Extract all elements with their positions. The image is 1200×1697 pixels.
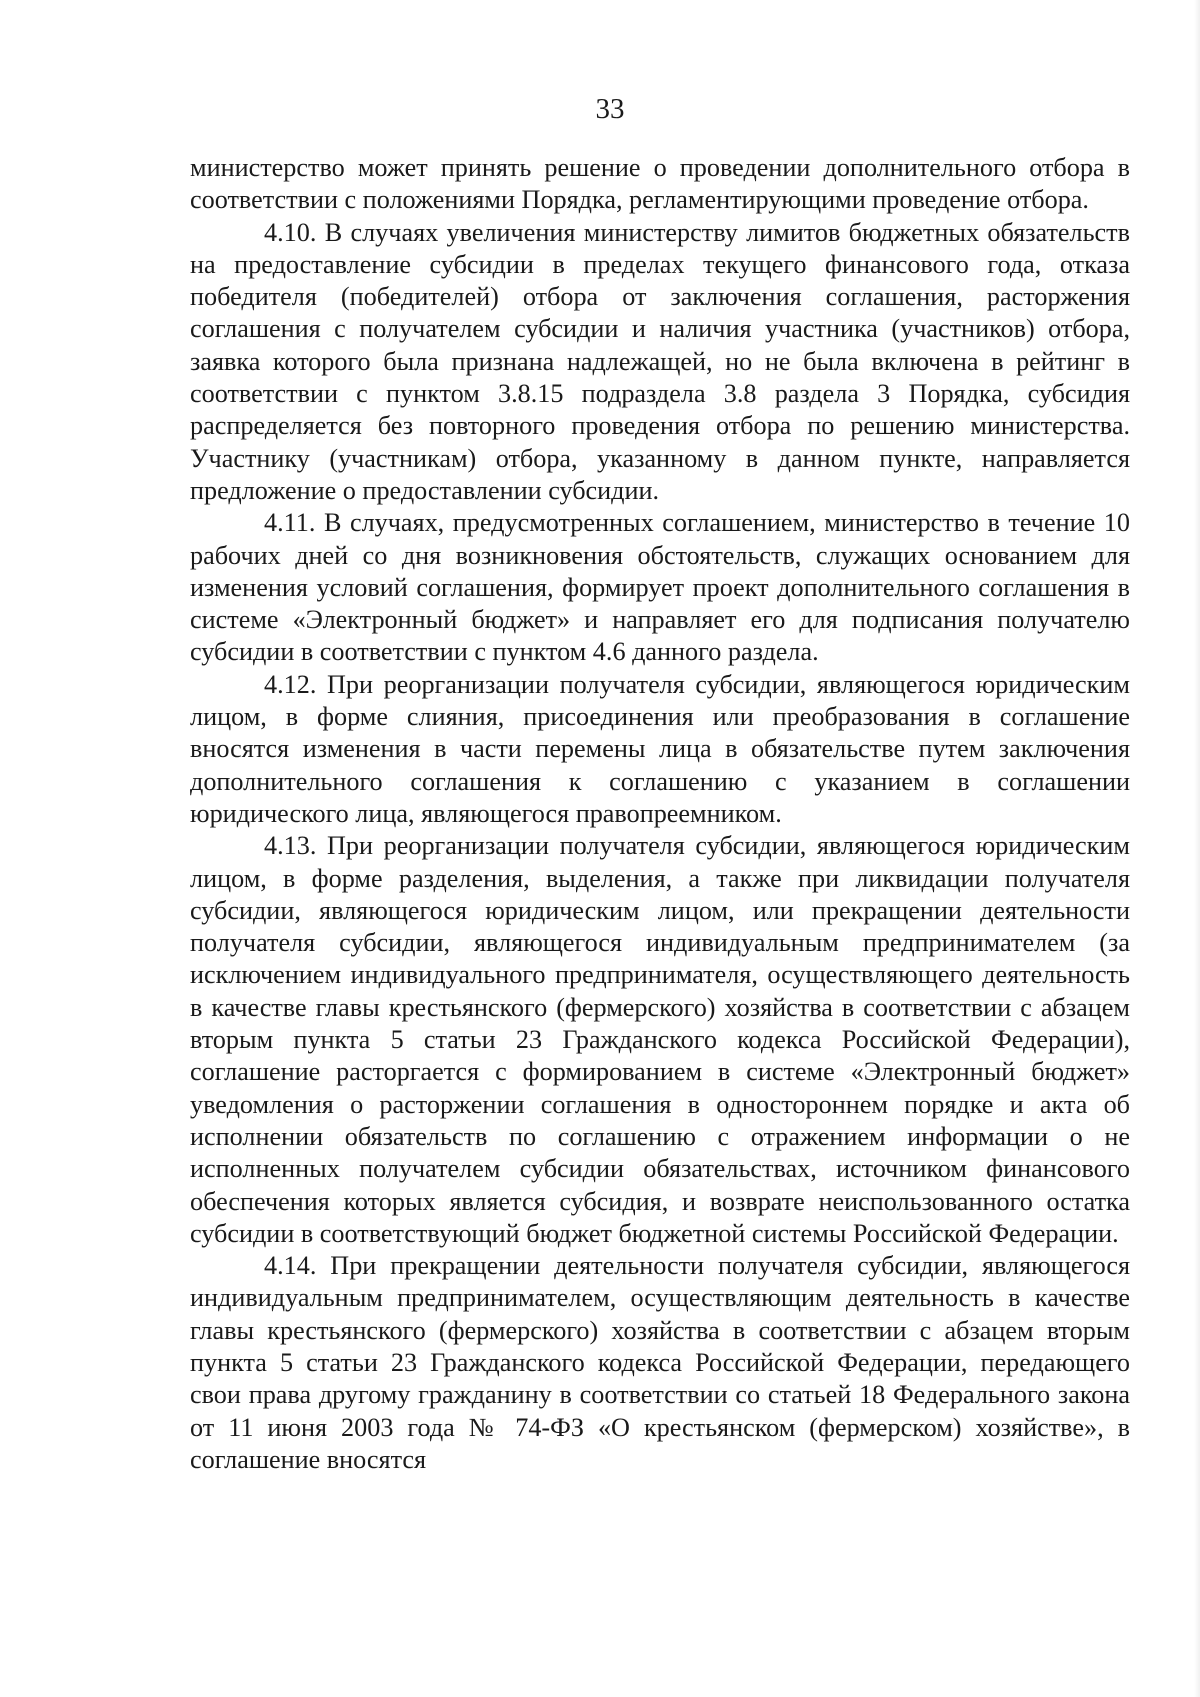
page-number: 33 — [595, 93, 625, 125]
paragraph-4-13: 4.13. При реорганизации получателя субсидии, являющегося юридическим лицом, в форме разделения, выделения, а также при ликвидации получателя субсидии, являющегося юридическим лицом, или прекращении деятельности получателя субсидии, являющегося индивидуальным предпринимателем (за исключением индивидуального предпринимателя, осуществляющего деятельность в качестве главы крестьянского (фермерского) хозяйства в соответствии с абзацем вторым пункта 5 статьи 23 Гражданского кодекса Российской Федерации), соглашение расторгается с формированием в системе «Электронный бюджет» уведомления о расторжении соглашения в одностороннем порядке и акта об исполнении обязательств по соглашению с отражением информации о не исполненных получателем субсидии обязательствах, источником финансового обеспечения которых является субсидия, и возврате неиспользованного остатка субсидии в соответствующий бюджет бюджетной системы Российской Федерации. — [190, 831, 1130, 1248]
scan-edge-shadow — [1194, 0, 1200, 1697]
paragraph-continuation: министерство может принять решение о проведении дополнительного отбора в соответствии с положениями Порядка, регламентирующими проведение отбора. — [190, 153, 1130, 215]
paragraph-4-11: 4.11. В случаях, предусмотренных соглашением, министерство в течение 10 рабочих дней со дня возникновения обстоятельств, служащих основанием для изменения условий соглашения, формирует проект дополнительного соглашения в системе «Электронный бюджет» и направляет его для подписания получателю субсидии в соответствии с пунктом 4.6 данного раздела. — [190, 508, 1130, 667]
paragraph-4-10: 4.10. В случаях увеличения министерству лимитов бюджетных обязательств на предоставление субсидии в пределах текущего финансового года, отказа победителя (победителей) отбора от заключения соглашения, расторжения соглашения с получателем субсидии и наличия участника (участников) отбора, заявка которого была признана надлежащей, но не была включена в рейтинг в соответствии с пунктом 3.8.15 подраздела 3.8 раздела 3 Порядка, субсидия распределяется без повторного проведения отбора по решению министерства. Участнику (участникам) отбора, указанному в данном пункте, направляется предложение о предоставлении субсидии. — [190, 217, 1130, 505]
paragraph-4-14: 4.14. При прекращении деятельности получателя субсидии, являющегося индивидуальным предпринимателем, осуществляющим деятельность в качестве главы крестьянского (фермерского) хозяйства в соответствии с абзацем вторым пункта 5 статьи 23 Гражданского кодекса Российской Федерации, передающего свои права другому гражданину в соответствии со статьей 18 Федерального закона от 11 июня 2003 года № 74-ФЗ «О крестьянском (фермерском) хозяйстве», в соглашение вносятся — [190, 1251, 1130, 1474]
paragraph-4-12: 4.12. При реорганизации получателя субсидии, являющегося юридическим лицом, в форме слияния, присоединения или преобразования в соглашение вносятся изменения в части перемены лица в обязательстве путем заключения дополнительного соглашения к соглашению с указанием в соглашении юридического лица, являющегося правопреемником. — [190, 669, 1130, 828]
document-body — [190, 152, 1130, 1476]
